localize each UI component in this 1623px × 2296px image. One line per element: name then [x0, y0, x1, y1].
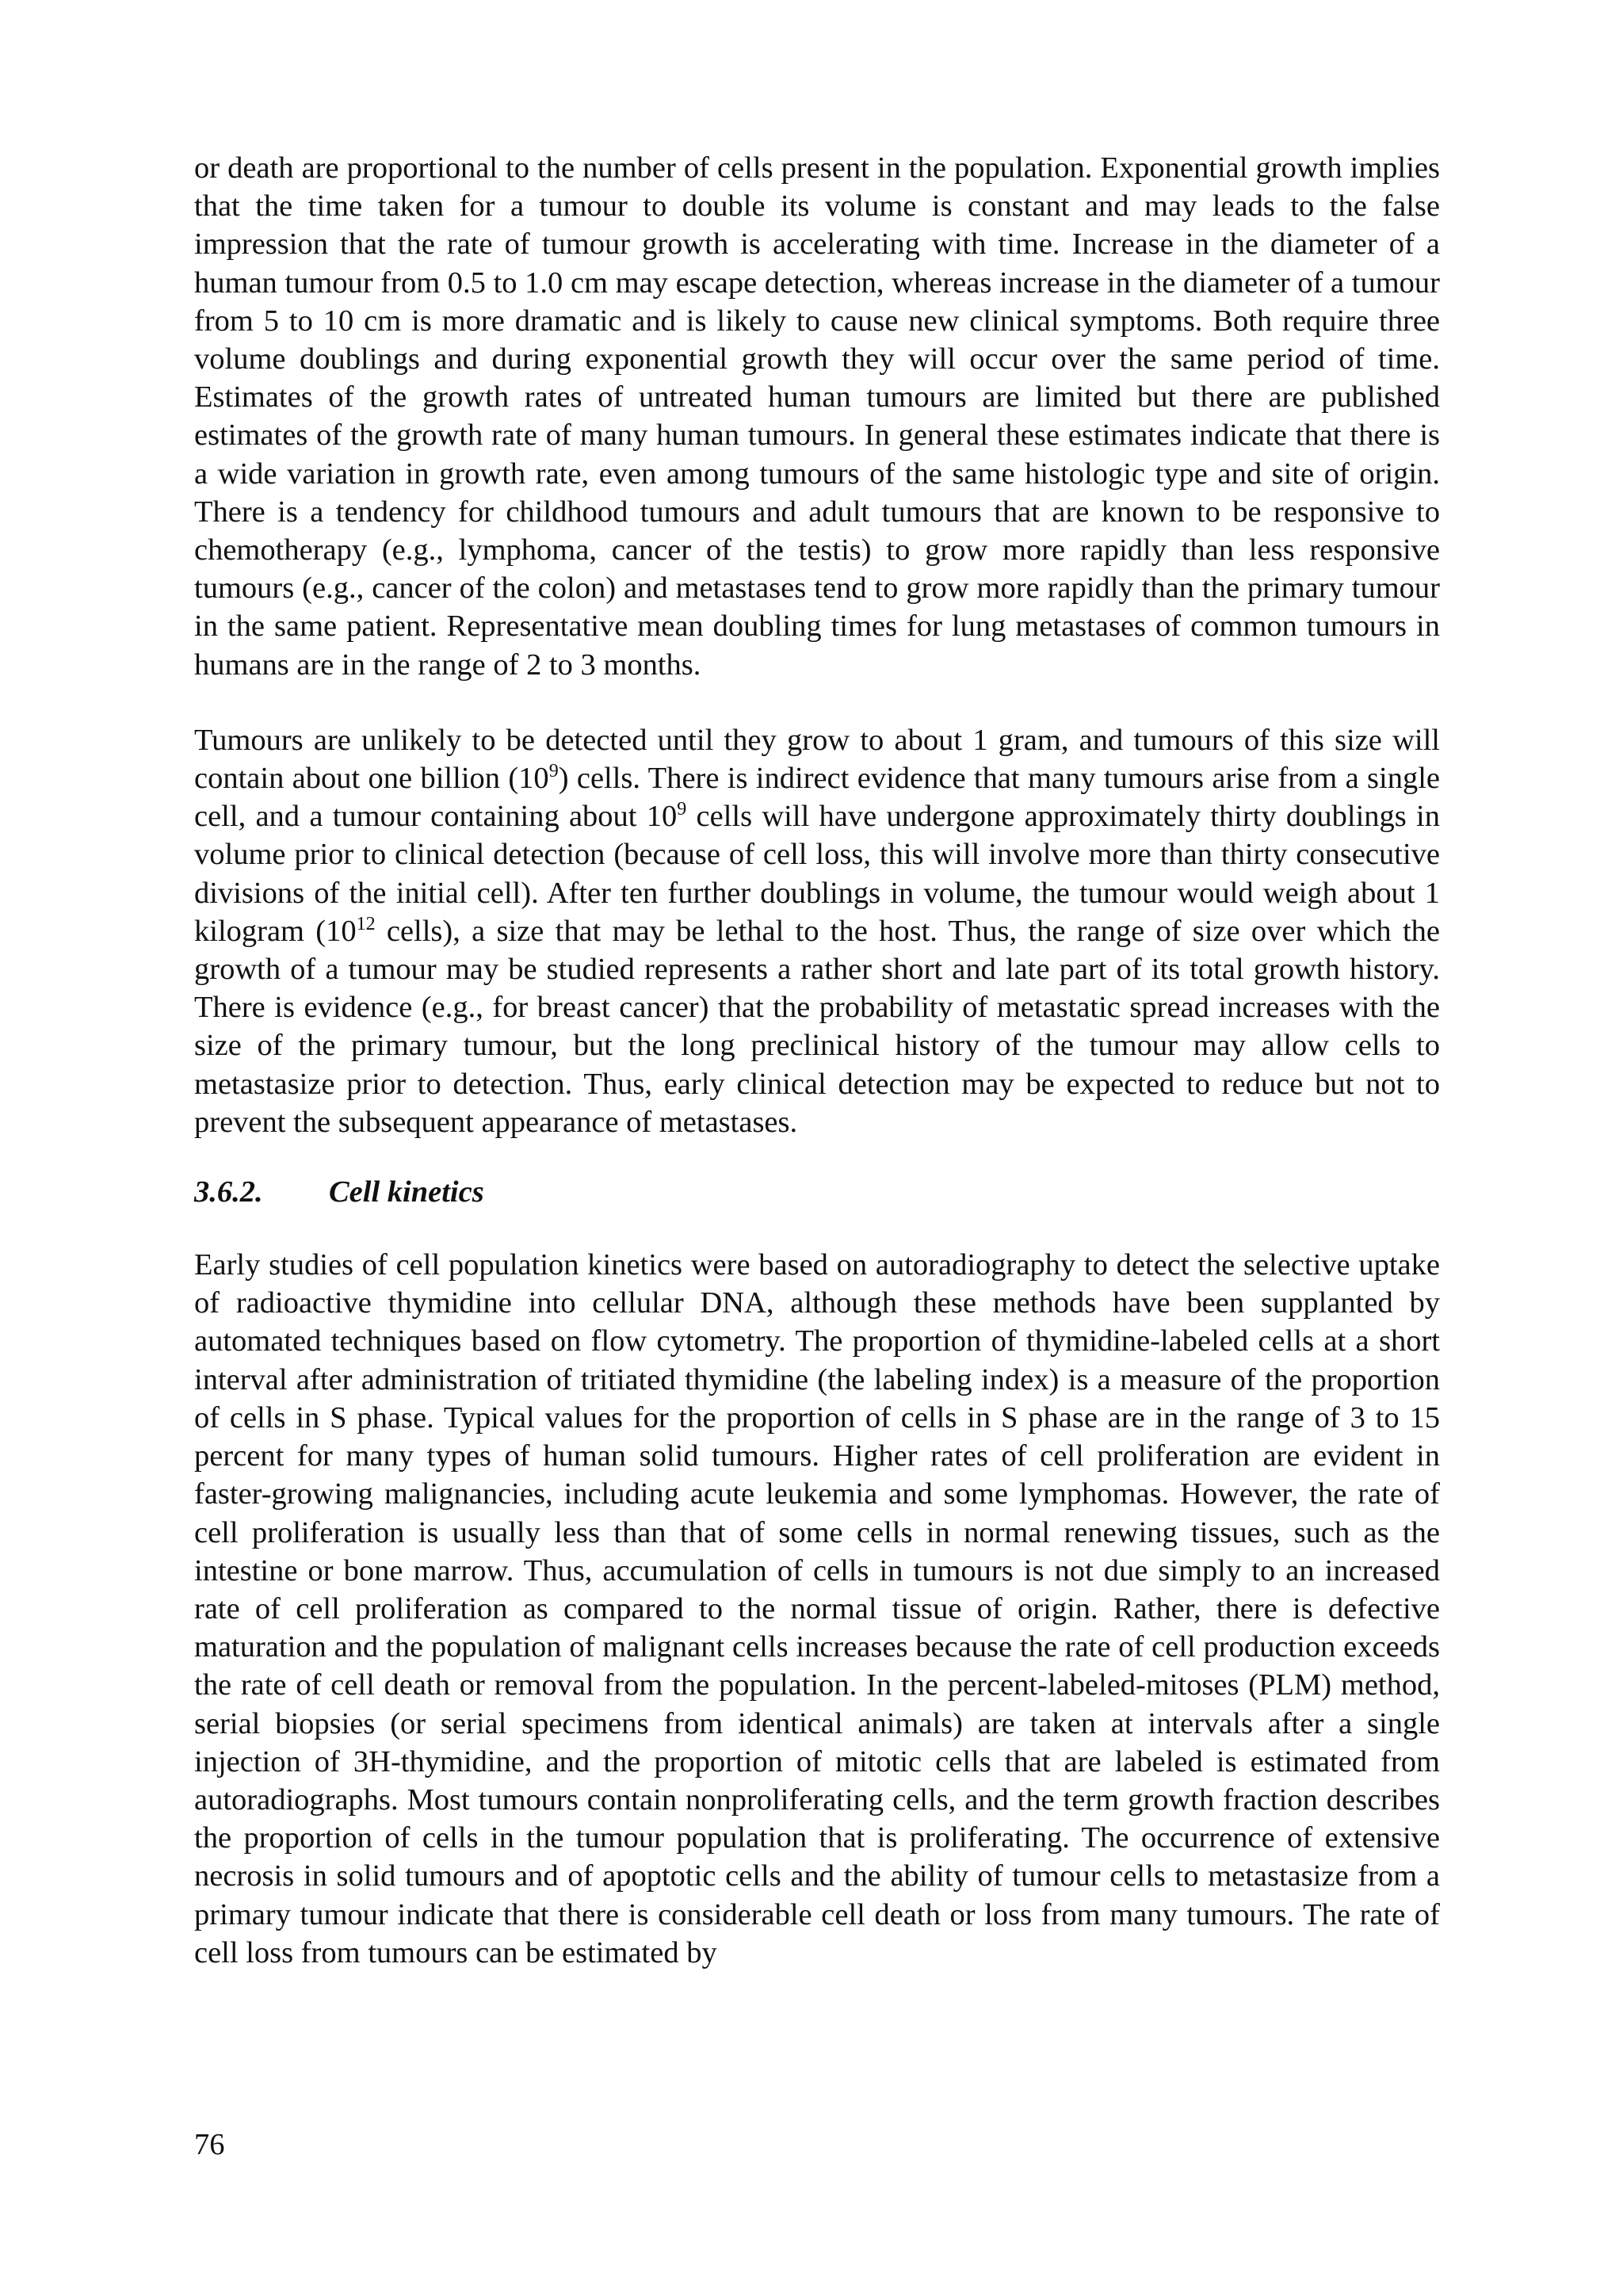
- text-segment: ) cells. There is indirect evidence that many tumours arise from a single cell, and a tumour containing about 10: [194, 762, 1440, 834]
- text-segment: cells), a size that may be lethal to the host. Thus, the range of size over which the growth of a tumour may be studied represents a rather short and late part of its total growth history. There is evidence (e.g., for breast cancer) that the probability of metastatic spread increases with the size of the primary tumour, but the long preclinical history of the tumour may allow cells to metastasize prior to detection. Thus, early clinical detection may be expected to reduce but not to prevent the subsequent appearance of metastases.: [194, 914, 1440, 1139]
- page-content: [194, 149, 1440, 1972]
- section-title: Cell kinetics: [329, 1175, 484, 1209]
- text-segment: Tumours are unlikely to be detected until they grow to about 1 gram, and tumours of this size will contain about one billion (10: [194, 723, 1440, 796]
- section-number: 3.6.2.: [194, 1175, 263, 1209]
- paragraph-cell-kinetics: Early studies of cell population kinetics were based on autoradiography to detect the selective uptake of radioactive thymidine into cellular DNA, although these methods have been supplanted by automated techniques based on flow cytometry. The proportion of thymidine-labeled cells at a short interval after administration of tritiated thymidine (the labeling index) is a measure of the proportion of cells in S phase. Typical values for the proportion of cells in S phase are in the range of 3 to 15 percent for many types of human solid tumours. Higher rates of cell proliferation are evident in faster-growing malignancies, including acute leukemia and some lymphomas. However, the rate of cell proliferation is usually less than that of some cells in normal renewing tissues, such as the intestine or bone marrow. Thus, accumulation of cells in tumours is not due simply to an increased rate of cell proliferation as compared to the normal tissue of origin. Rather, there is defective maturation and the population of malignant cells increases because the rate of cell production exceeds the rate of cell death or removal from the population. In the percent-labeled-mitoses (PLM) method, serial biopsies (or serial specimens from identical animals) are taken at intervals after a single injection of 3H-thymidine, and the proportion of mitotic cells that are labeled is estimated from autoradiographs. Most tumours contain nonproliferating cells, and the term growth fraction describes the proportion of cells in the tumour population that is proliferating. The occurrence of extensive necrosis in solid tumours and of apoptotic cells and the ability of tumour cells to metastasize from a primary tumour indicate that there is considerable cell death or loss from many tumours. The rate of cell loss from tumours can be estimated by: [194, 1248, 1440, 1969]
- superscript-exponent: 12: [356, 913, 376, 934]
- paragraph-growth-rates: or death are proportional to the number of cells present in the population. Exponential growth implies that the time taken for a tumour to double its volume is constant and may leads to the false impression that the rate of tumour growth is accelerating with time. Increase in the diameter of a human tumour from 0.5 to 1.0 cm may escape detection, whereas increase in the diameter of a tumour from 5 to 10 cm is more dramatic and is likely to cause new clinical symptoms. Both require three volume doublings and during exponential growth they will occur over the same period of time. Estimates of the growth rates of untreated human tumours are limited but there are published estimates of the growth rate of many human tumours. In general these estimates indicate that there is a wide variation in growth rate, even among tumours of the same histologic type and site of origin. There is a tendency for childhood tumours and adult tumours that are known to be responsive to chemotherapy (e.g., lymphoma, cancer of the testis) to grow more rapidly than less responsive tumours (e.g., cancer of the colon) and metastases tend to grow more rapidly than the primary tumour in the same patient. Representative mean doubling times for lung metastases of common tumours in humans are in the range of 2 to 3 months.: [194, 151, 1440, 682]
- page-number: 76: [194, 2128, 225, 2161]
- text-segment: cells will have undergone approximately thirty doublings in volume prior to clinical detection (because of cell loss, this will involve more than thirty consecutive divisions of the initial cell). After ten further doublings in volume, the tumour would weigh about 1 kilogram (10: [194, 800, 1440, 948]
- superscript-exponent: 9: [677, 799, 687, 820]
- section-heading: [194, 1173, 1440, 1211]
- paragraph-tumour-detection: [194, 721, 1440, 1141]
- superscript-exponent: 9: [548, 761, 559, 782]
